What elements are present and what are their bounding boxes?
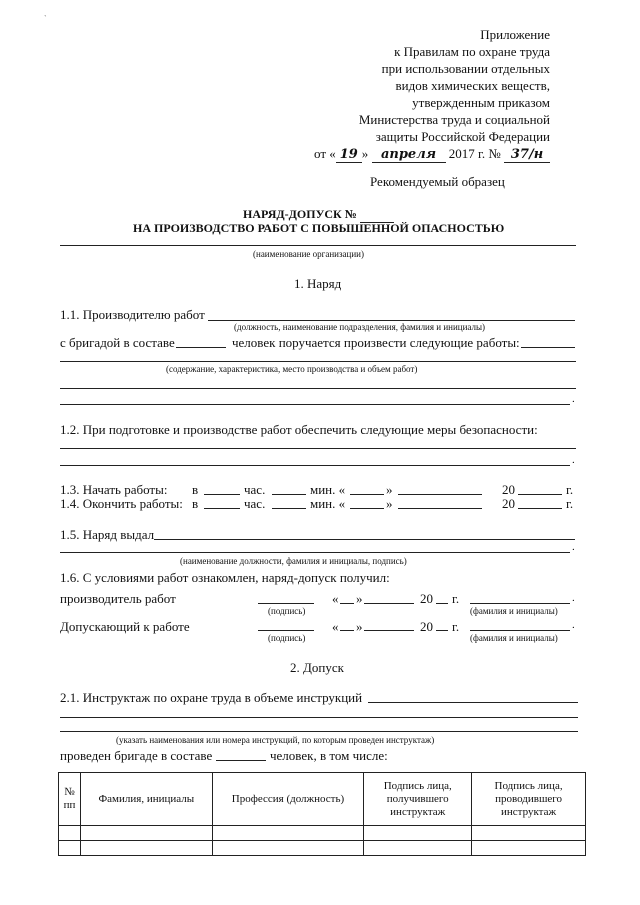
producer-label: производитель работ [60,591,176,606]
end-close: » [386,496,393,511]
instructions-field-3[interactable] [60,731,578,732]
appendix-line: Министерства труда и социальной [358,112,550,127]
scan-mark: ` [44,14,47,23]
appendix-line: видов химических веществ, [395,78,550,93]
appendix-block [290,26,550,145]
instructions-field-2[interactable] [60,717,578,718]
admitter-name-caption: (фамилия и инициалы) [470,633,558,643]
admitter-sign-field[interactable] [258,630,314,631]
table-cell[interactable] [472,841,586,856]
col-received-sign-header: Подпись лица, получившего инструктаж [364,773,472,826]
appendix-line: при использовании отдельных [381,61,550,76]
end-in: в [192,496,199,511]
p13-label: 1.3. Начать работы: [60,482,168,497]
start-hour-label: час. [244,482,266,497]
end-year-field[interactable] [518,508,562,509]
producer-sign-caption: (подпись) [268,606,306,616]
works-field-2[interactable] [60,388,576,389]
start-year-prefix: 20 [502,482,515,497]
end-year-prefix: 20 [502,496,515,511]
start-hour-field[interactable] [204,494,240,495]
p11-caption: (должность, наименование подразделения, фамилия и инициалы) [234,322,486,332]
producer-date-open: « [332,591,339,606]
admitter-year-field[interactable] [436,630,448,631]
producer-year-prefix: 20 [420,591,433,606]
p12-label: 1.2. При подготовке и производстве работ обеспечить следующие меры безопасности: [60,422,538,437]
org-caption: (наименование организации) [253,249,364,259]
p15-caption: (наименование должности, фамилия и инициалы, подпись) [180,556,407,566]
producer-sign-field[interactable] [258,603,314,604]
safety-field-2[interactable] [60,465,570,466]
admitter-year-suffix: г. [452,619,460,634]
start-min-label: мин. « [310,482,346,497]
table-row [59,826,586,841]
period-mark: . [572,393,575,405]
table-cell[interactable] [364,841,472,856]
start-month-field[interactable] [398,494,482,495]
instruction-table [58,772,586,856]
col-conducted-sign-header: Подпись лица, проводившего инструктаж [472,773,586,826]
brigade2-label: проведен бригаде в составе [60,748,213,763]
table-cell[interactable] [364,826,472,841]
order-date [314,146,550,163]
start-in: в [192,482,199,497]
table-cell[interactable] [80,841,212,856]
period-mark: . [572,592,575,604]
p15-label: 1.5. Наряд выдал [60,527,155,542]
end-month-field[interactable] [398,508,482,509]
start-day-field[interactable] [350,494,384,495]
date-day: 19 [336,147,362,163]
table-cell[interactable] [212,841,364,856]
brigade-count-field[interactable] [176,347,226,348]
table-cell[interactable] [212,826,364,841]
producer-month-field[interactable] [364,603,414,604]
issuer-field-2[interactable] [60,552,570,553]
admitter-date-close: » [356,619,363,634]
works-field[interactable] [60,361,576,362]
safety-field-1[interactable] [60,448,576,449]
appendix-line: утвержденным приказом [412,95,550,110]
admitter-month-field[interactable] [364,630,414,631]
start-year-suffix: г. [566,482,574,497]
producer-year-field[interactable] [436,603,448,604]
works-field-start[interactable] [521,347,575,348]
end-year-suffix: г. [566,496,574,511]
admitter-name-field[interactable] [470,630,570,631]
instructions-field-1[interactable] [368,702,578,703]
producer-date-close: » [356,591,363,606]
end-hour-label: час. [244,496,266,511]
start-year-field[interactable] [518,494,562,495]
title-line1: НАРЯД-ДОПУСК № [243,207,357,221]
date-mid: » [361,146,369,161]
section2-heading: 2. Допуск [290,660,344,675]
end-min-label: мин. « [310,496,346,511]
col-name-header: Фамилия, инициалы [80,773,212,826]
works-caption: (содержание, характеристика, место производства и объем работ) [166,364,418,374]
sample-label: Рекомендуемый образец [370,174,505,189]
start-min-field[interactable] [272,494,306,495]
date-prefix: от « [314,146,336,161]
table-header-row [59,773,586,826]
p11-label: 1.1. Производителю работ [60,307,205,322]
table-cell[interactable] [59,826,81,841]
date-number: 37/н [504,147,550,163]
table-cell[interactable] [59,841,81,856]
brigade2-label-b: человек, в том числе: [270,748,388,763]
section1-heading: 1. Наряд [294,276,342,291]
p21-caption: (указать наименования или номера инструкций, по которым проведен инструктаж) [116,735,435,745]
p21-label: 2.1. Инструктаж по охране труда в объеме инструкций [60,690,363,705]
admitter-year-prefix: 20 [420,619,433,634]
table-cell[interactable] [472,826,586,841]
producer-field[interactable] [208,320,575,321]
col-number-header: № пп [59,773,81,826]
p16-label: 1.6. С условиями работ ознакомлен, наряд-допуск получил: [60,570,390,585]
issuer-field-1[interactable] [154,539,575,540]
producer-name-caption: (фамилия и инициалы) [470,606,558,616]
admitter-day-field[interactable] [340,630,354,631]
col-profession-header: Профессия (должность) [212,773,364,826]
works-field-3[interactable] [60,404,570,405]
start-close: » [386,482,393,497]
doc-subtitle: НА ПРОИЗВОДСТВО РАБОТ С ПОВЫШЕННОЙ ОПАСНОСТЬЮ [133,221,505,235]
date-year: 2017 г. № [448,146,501,161]
table-cell[interactable] [80,826,212,841]
org-name-field[interactable] [60,245,576,246]
brigade2-count-field[interactable] [216,760,266,761]
producer-name-field[interactable] [470,603,570,604]
admitter-date-open: « [332,619,339,634]
admitter-label: Допускающий к работе [60,619,190,634]
end-min-field[interactable] [272,508,306,509]
appendix-line: Приложение [480,27,550,42]
producer-year-suffix: г. [452,591,460,606]
brigade-label: с бригадой в составе [60,335,175,350]
works-label: человек поручается произвести следующие работы: [232,335,520,350]
appendix-line: к Правилам по охране труда [394,44,550,59]
table-row [59,841,586,856]
appendix-line: защиты Российской Федерации [375,129,550,144]
p14-label: 1.4. Окончить работы: [60,496,183,511]
period-mark: . [572,541,575,553]
end-day-field[interactable] [350,508,384,509]
admitter-sign-caption: (подпись) [268,633,306,643]
period-mark: . [572,454,575,466]
end-hour-field[interactable] [204,508,240,509]
date-month: апреля [372,147,446,163]
period-mark: . [572,619,575,631]
producer-day-field[interactable] [340,603,354,604]
